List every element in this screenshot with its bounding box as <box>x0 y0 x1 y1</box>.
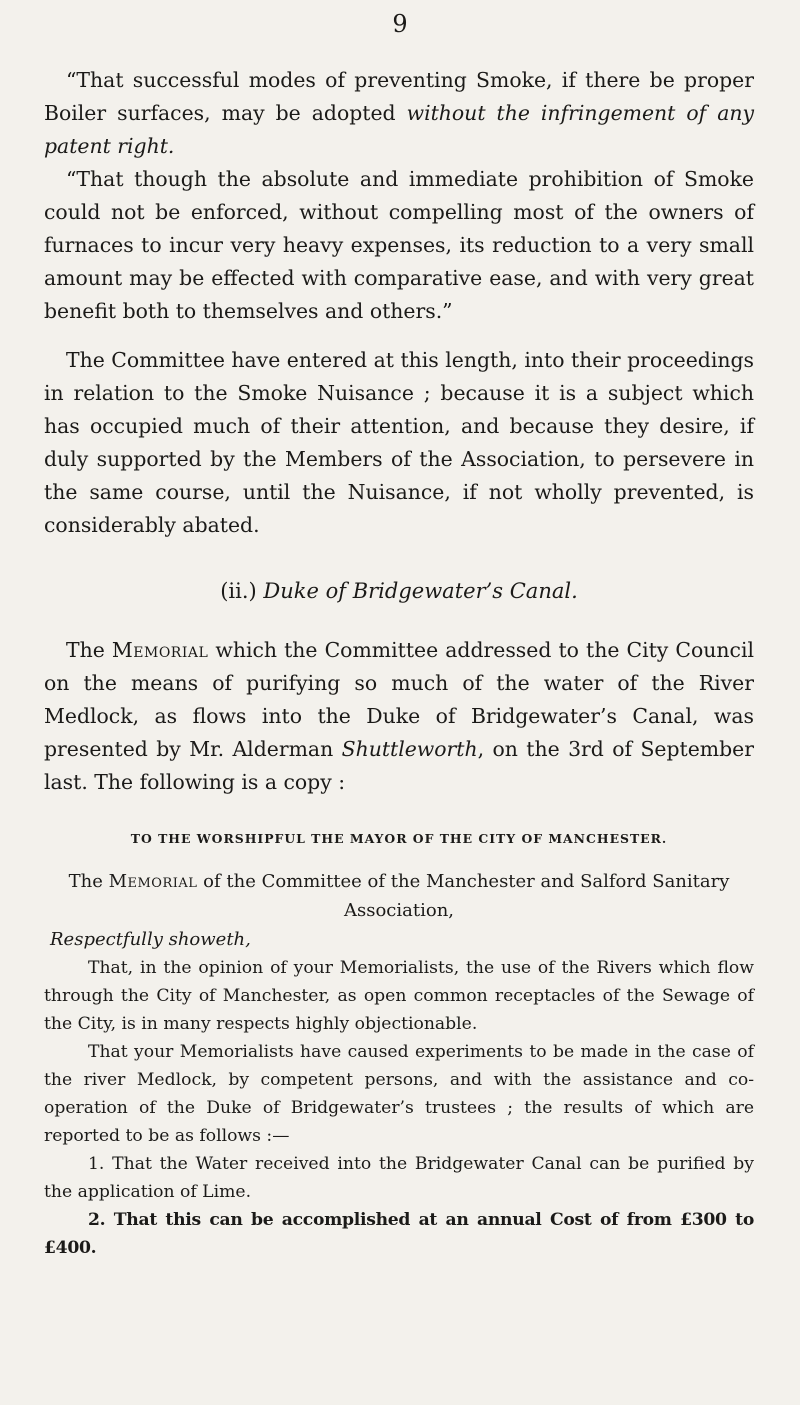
committee-paragraph: The Committee have entered at this length, into their proceedings in relation to the Smoke Nuisance ; because it is a subject which has occupied much of their attention, and because they desire, if duly supported by the Members of the Association, to persevere in the same course, until the Nuisance, if not wholly prevented, is considerably abated. <box>44 348 754 537</box>
section-number: (ii.) <box>220 579 257 603</box>
memorial-item-1: 1. That the Water received into the Bridgewater Canal can be purified by the application of Lime. <box>44 1154 754 1202</box>
memorial-intro-the: The <box>68 871 109 892</box>
quote-1-text: “That successful modes of preventing Smoke, if there be proper Boiler surfaces, may be adopted <box>44 68 754 125</box>
memorial-address: TO THE WORSHIPFUL THE MAYOR OF THE CITY OF MANCHESTER. <box>130 831 668 846</box>
showeth-line: Respectfully showeth, <box>50 929 251 950</box>
memorial-body-paragraph-2: That your Memorialists have caused experiments to be made in the case of the river Medlock, by competent persons, and with the assistance and co-operation of the Duke of Bridgewater’s trustees ; the results of which are reported to be as follows :— <box>44 1042 754 1146</box>
memorial-intro-word: Memorial <box>108 871 198 892</box>
memorial-para-part1: which the Committee addressed to the City Council on the means of purifying so much of the water of the River Medlock, as flows into the Duke of Bridgewater’s Canal, was presented by Mr. Alderman <box>44 638 754 761</box>
quote-paragraph-2: “That though the absolute and immediate prohibition of Smoke could not be enforced, without compelling most of the owners of furnaces to incur very heavy expenses, its reduction to a very small amount may be effected with comparative ease, and with very great benefit both to themselves and others.” <box>44 167 754 323</box>
memorial-intro-association: Association, <box>343 900 455 921</box>
section-heading <box>44 574 754 608</box>
memorial-intro-rest: of the Committee of the Manchester and Salford Sanitary <box>197 871 730 892</box>
memorial-para-part2: , on the 3rd of September last. The following is a copy : <box>44 737 754 794</box>
memorial-paragraph <box>44 634 754 799</box>
memorial-para-the: The <box>66 638 112 662</box>
memorial-word: Memorial <box>111 638 209 662</box>
section-title: Duke of Bridgewater’s Canal. <box>263 579 578 603</box>
memorial-item-2: 2. That this can be accomplished at an annual Cost of from £300 to £400. <box>44 1210 754 1258</box>
quote-paragraph-1 <box>44 64 754 163</box>
memorial-intro <box>44 867 754 925</box>
page-number: 9 <box>392 10 408 38</box>
body-text <box>44 64 754 1262</box>
alderman-name: Shuttleworth <box>341 737 478 761</box>
memorial-body-paragraph-1: That, in the opinion of your Memorialists, the use of the Rivers which flow through the City of Manchester, as open common receptacles of the Sewage of the City, is in many respects highly objectionable. <box>44 958 754 1034</box>
quote-1-italic: without the infringement of any patent right. <box>44 101 754 158</box>
memorial-body <box>44 954 754 1262</box>
